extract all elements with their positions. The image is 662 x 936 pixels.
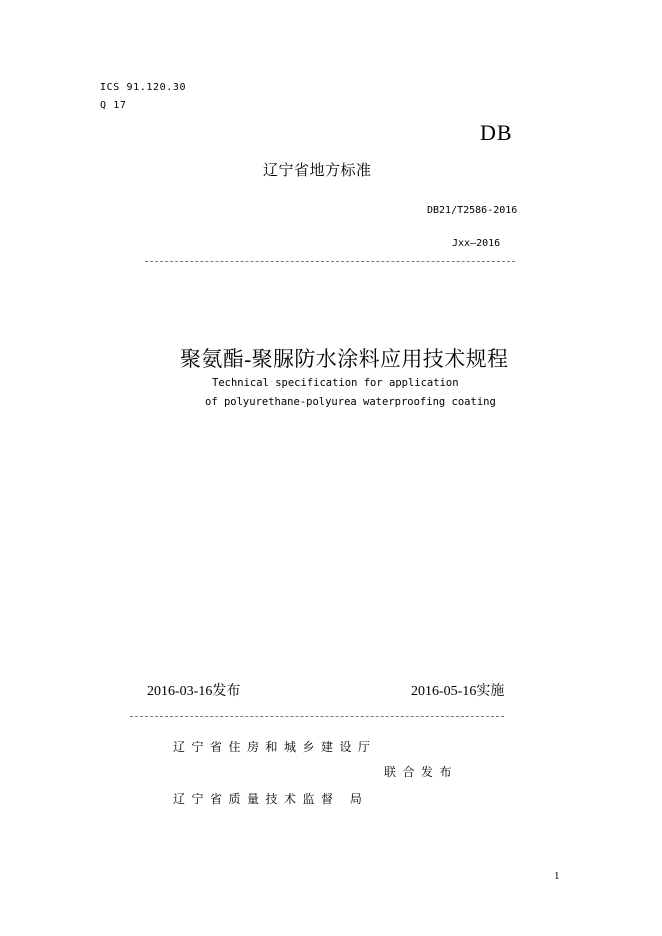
- ccs-code: Q 17: [100, 100, 127, 111]
- issuer-housing-dept: 辽宁省住房和城乡建设厅: [173, 740, 377, 754]
- jointly-issued-label: 联合发布: [384, 765, 459, 779]
- page-number: 1: [554, 870, 560, 882]
- issue-date: 2016-03-16发布: [147, 684, 241, 699]
- implementation-date: 2016-05-16实施: [411, 684, 505, 699]
- issuer-quality-bureau: 辽宁省质量技术监督 局: [173, 792, 369, 806]
- document-title-cn: 聚氨酯-聚脲防水涂料应用技术规程: [180, 347, 509, 371]
- bottom-divider: [130, 716, 504, 717]
- document-title-en-line2: of polyurethane-polyurea waterproofing coating: [205, 396, 496, 408]
- db-mark: DB: [480, 120, 513, 145]
- ics-code: ICS 91.120.30: [100, 82, 187, 93]
- top-divider: [145, 261, 515, 262]
- standard-type: 辽宁省地方标准: [263, 161, 372, 179]
- standard-code: DB21/T2586-2016: [427, 205, 518, 216]
- filing-code: Jxx—2016: [452, 238, 501, 249]
- document-title-en-line1: Technical specification for application: [212, 377, 459, 389]
